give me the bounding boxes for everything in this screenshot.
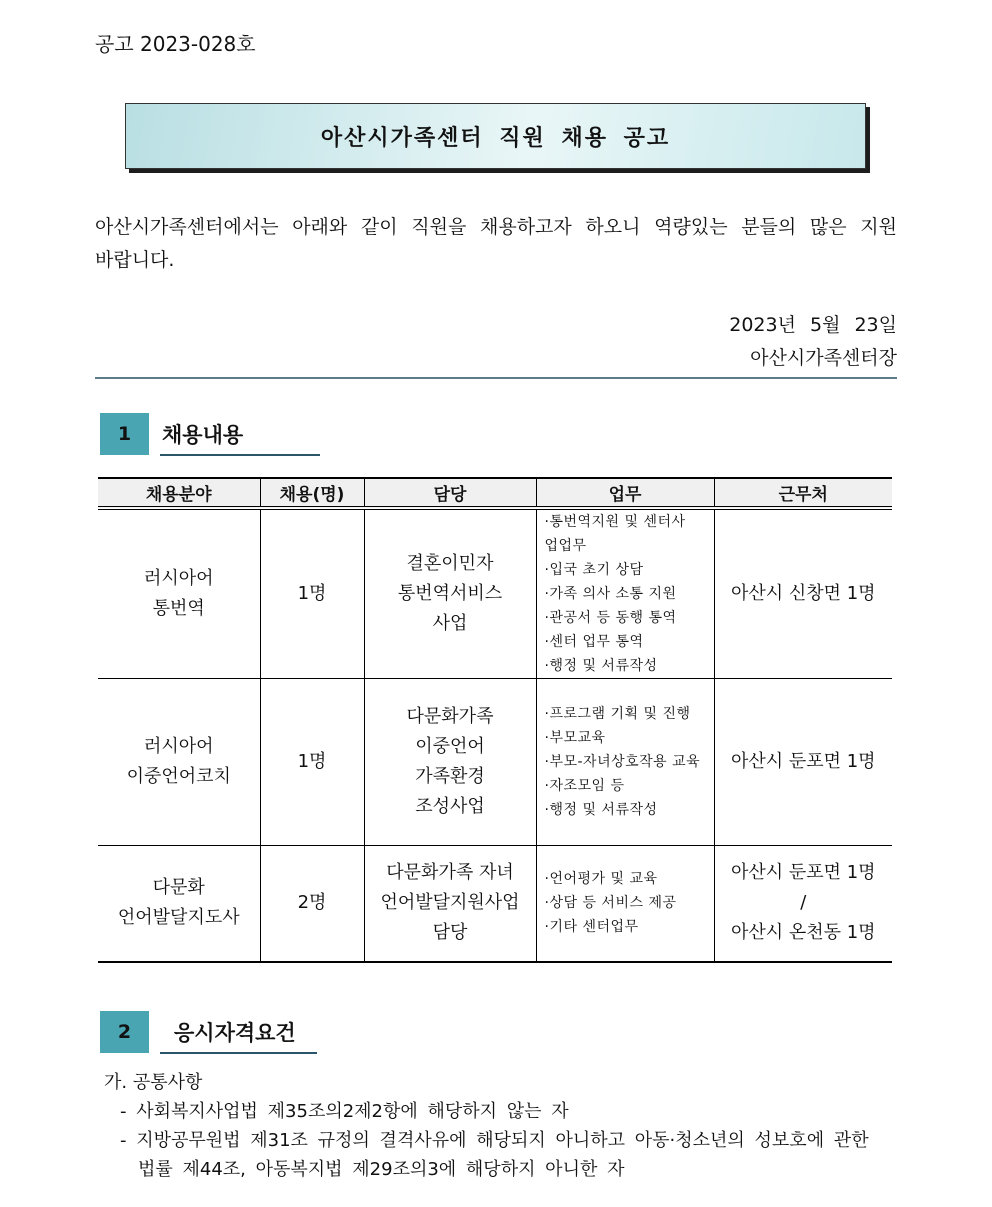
intro-paragraph: 아산시가족센터에서는 아래와 같이 직원을 채용하고자 하오니 역량있는 분들의 많은 지원 바랍니다. [95, 216, 897, 271]
notice-date: 2023년 5월 23일 [729, 314, 897, 336]
duty-item: ·행정 및 서류작성 [544, 802, 658, 818]
requirement-item: - 사회복지사업법 제35조의2제2항에 해당하지 않는 자 [120, 1101, 569, 1122]
duties-cell [536, 679, 714, 846]
workplace-cell [714, 508, 892, 679]
section-1-number: 1 [100, 413, 149, 455]
duty-item: ·센터 업무 통역 [544, 634, 644, 650]
dept-line: 사업 [432, 613, 468, 634]
header-dept: 담당 [364, 478, 536, 508]
field-cell [98, 679, 260, 846]
dept-line: 다문화가족 자녀 [386, 862, 514, 884]
dept-line: 다문화가족 [406, 706, 494, 727]
dept-line: 가족환경 [415, 766, 485, 787]
table-row [98, 679, 892, 846]
dept-line: 조성사업 [415, 796, 485, 817]
field-line: 다문화 [152, 877, 205, 899]
requirement-item: - 지방공무원법 제31조 규정의 결격사유에 해당되지 아니하고 아동·청소년의 성보호에 관한 [120, 1130, 869, 1151]
section-2-title: 응시자격요건 [160, 1011, 317, 1053]
duty-item: ·관공서 등 동행 통역 [544, 610, 677, 626]
field-cell [98, 508, 260, 679]
dept-line: 담당 [432, 922, 468, 944]
recruitment-table [98, 477, 892, 963]
duty-item: ·기타 센터업무 [544, 919, 639, 936]
header-duties: 업무 [536, 478, 714, 508]
table-row [98, 846, 892, 962]
duty-item: ·입국 초기 상담 [544, 562, 644, 578]
count-cell: 1명 [260, 679, 364, 846]
workplace-line: / [800, 892, 807, 914]
workplace-line: 아산시 둔포면 1명 [730, 751, 876, 772]
dept-line: 통번역서비스 [397, 583, 503, 604]
dept-cell [364, 679, 536, 846]
dept-line: 결혼이민자 [406, 553, 494, 574]
workplace-line: 아산시 신창면 1명 [730, 583, 876, 604]
divider [95, 377, 897, 379]
section-2-number: 2 [100, 1011, 149, 1053]
duty-item: 업업무 [544, 538, 587, 554]
duty-item: ·통번역지원 및 센터사 [544, 514, 686, 530]
duty-item: ·가족 의사 소통 지원 [544, 586, 677, 602]
table-row [98, 508, 892, 679]
header-count: 채용(명) [260, 478, 364, 508]
field-line: 이중언어코치 [126, 766, 231, 787]
workplace-line: 아산시 온천동 1명 [730, 922, 876, 944]
field-cell [98, 846, 260, 962]
duty-item: ·언어평가 및 교육 [544, 871, 658, 888]
page-title: 아산시가족센터 직원 채용 공고 [320, 125, 671, 151]
field-line: 러시아어 [143, 736, 214, 757]
count-cell: 1명 [260, 508, 364, 679]
field-line: 언어발달지도사 [117, 907, 240, 929]
workplace-cell [714, 846, 892, 962]
header-field: 채용분야 [98, 478, 260, 508]
dept-line: 이중언어 [415, 736, 485, 757]
count-cell: 2명 [260, 846, 364, 962]
requirements-subheading: 가. 공통사항 [104, 1072, 203, 1093]
requirement-item-continued: 법률 제44조, 아동복지법 제29조의3에 해당하지 아니한 자 [138, 1159, 625, 1180]
duty-item: ·부모-자녀상호작용 교육 [544, 754, 701, 770]
field-line: 통번역 [152, 598, 205, 619]
duty-item: ·프로그램 기획 및 진행 [544, 706, 691, 722]
duty-item: ·행정 및 서류작성 [544, 658, 658, 674]
duty-item: ·자조모임 등 [544, 778, 625, 794]
workplace-line: 아산시 둔포면 1명 [730, 862, 876, 884]
header-workplace: 근무처 [714, 478, 892, 508]
table-header-row [98, 478, 892, 508]
dept-line: 언어발달지원사업 [380, 892, 520, 914]
notice-number: 공고 2023-028호 [95, 32, 256, 56]
title-banner [125, 103, 866, 169]
workplace-cell [714, 679, 892, 846]
duties-cell [536, 846, 714, 962]
duty-item: ·부모교육 [544, 730, 606, 746]
dept-cell [364, 508, 536, 679]
field-line: 러시아어 [143, 568, 214, 589]
dept-cell [364, 846, 536, 962]
section-1-title: 채용내용 [160, 413, 320, 455]
duty-item: ·상담 등 서비스 제공 [544, 895, 677, 912]
duties-cell [536, 508, 714, 679]
issuer: 아산시가족센터장 [750, 347, 897, 369]
